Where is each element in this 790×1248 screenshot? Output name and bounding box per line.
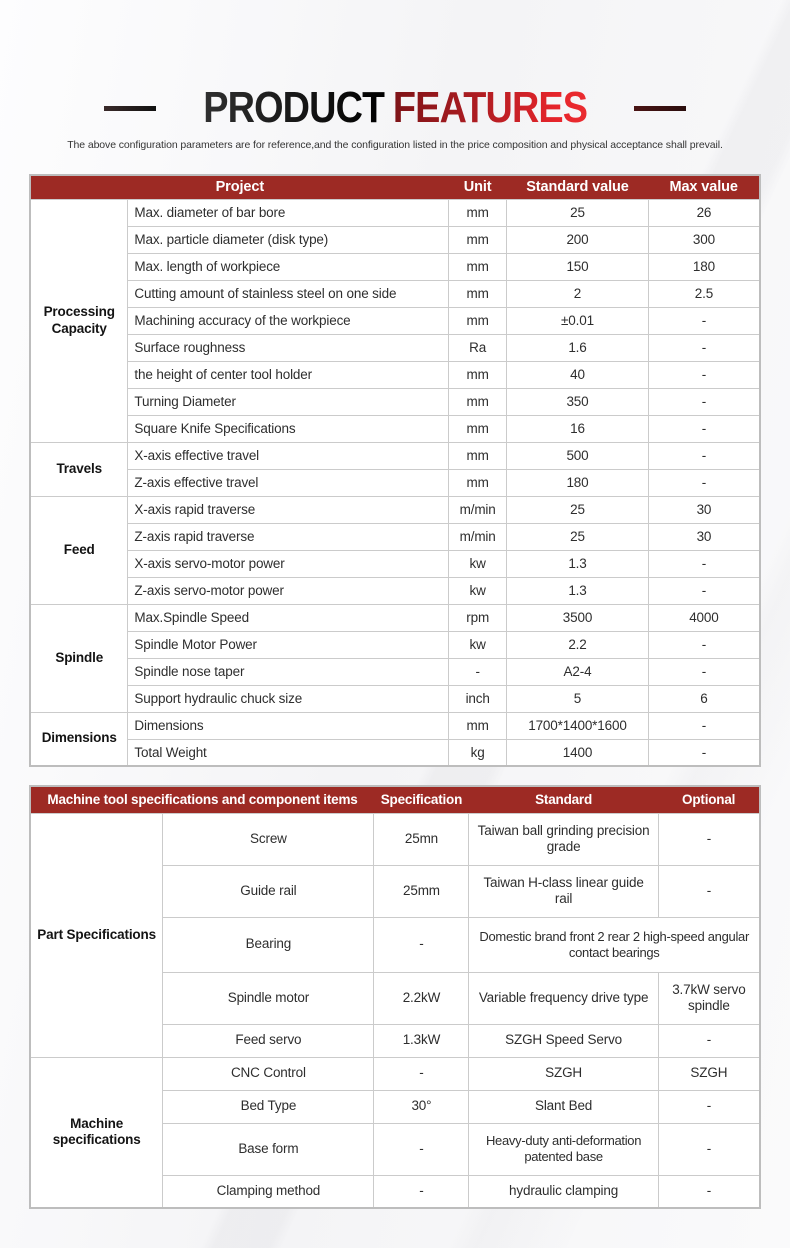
table-row bbox=[30, 496, 760, 523]
row-item: Base form bbox=[163, 1123, 374, 1175]
row-spec: - bbox=[374, 1123, 469, 1175]
comp-header-spec: Specification bbox=[374, 786, 469, 813]
row-unit: mm bbox=[449, 388, 507, 415]
table-row bbox=[30, 469, 760, 496]
row-unit: mm bbox=[449, 253, 507, 280]
row-unit: mm bbox=[449, 199, 507, 226]
row-max: - bbox=[648, 334, 760, 361]
row-spec: 1.3kW bbox=[374, 1024, 469, 1057]
row-optional: - bbox=[658, 813, 760, 865]
row-optional: - bbox=[658, 1123, 760, 1175]
table-row bbox=[30, 226, 760, 253]
row-max: - bbox=[648, 361, 760, 388]
row-unit: inch bbox=[449, 685, 507, 712]
row-standard: Slant Bed bbox=[469, 1090, 658, 1123]
row-standard: 1.3 bbox=[507, 577, 649, 604]
comp-header-standard: Standard bbox=[469, 786, 658, 813]
row-group-dimensions: Dimensions bbox=[30, 712, 128, 766]
page-title-text bbox=[203, 83, 587, 132]
row-unit: mm bbox=[449, 361, 507, 388]
row-label: Z-axis rapid traverse bbox=[128, 523, 449, 550]
row-standard: 1.3 bbox=[507, 550, 649, 577]
row-label: Z-axis servo-motor power bbox=[128, 577, 449, 604]
row-standard: 25 bbox=[507, 496, 649, 523]
row-standard: 3500 bbox=[507, 604, 649, 631]
row-unit: mm bbox=[449, 469, 507, 496]
row-label: Cutting amount of stainless steel on one side bbox=[128, 280, 449, 307]
table-row bbox=[30, 631, 760, 658]
row-max: - bbox=[648, 577, 760, 604]
row-max: 300 bbox=[648, 226, 760, 253]
row-standard: 5 bbox=[507, 685, 649, 712]
row-standard: 500 bbox=[507, 442, 649, 469]
spec-header-unit: Unit bbox=[449, 175, 507, 199]
row-max: - bbox=[648, 631, 760, 658]
title-word-features: FEATURES bbox=[392, 83, 587, 132]
row-label: Turning Diameter bbox=[128, 388, 449, 415]
spec-header-standard: Standard value bbox=[507, 175, 649, 199]
row-unit: m/min bbox=[449, 523, 507, 550]
row-label: Dimensions bbox=[128, 712, 449, 739]
row-max: 30 bbox=[648, 496, 760, 523]
comp-header-item: Machine tool specifications and component items bbox=[30, 786, 374, 813]
row-standard: Domestic brand front 2 rear 2 high-speed angular contact bearings bbox=[469, 917, 760, 972]
table-row bbox=[30, 739, 760, 766]
row-optional: 3.7kW servo spindle bbox=[658, 972, 760, 1024]
spec-header-project: Project bbox=[30, 175, 449, 199]
row-optional: - bbox=[658, 865, 760, 917]
row-label: Square Knife Specifications bbox=[128, 415, 449, 442]
row-label: Max. particle diameter (disk type) bbox=[128, 226, 449, 253]
table-row bbox=[30, 550, 760, 577]
row-max: 30 bbox=[648, 523, 760, 550]
row-standard: Heavy-duty anti-deformation patented base bbox=[469, 1123, 658, 1175]
row-label: Spindle Motor Power bbox=[128, 631, 449, 658]
row-unit: kw bbox=[449, 577, 507, 604]
table-row bbox=[30, 1057, 760, 1090]
table-row bbox=[30, 523, 760, 550]
row-unit: mm bbox=[449, 442, 507, 469]
row-label: Support hydraulic chuck size bbox=[128, 685, 449, 712]
table-row bbox=[30, 577, 760, 604]
table-row bbox=[30, 442, 760, 469]
row-standard: 350 bbox=[507, 388, 649, 415]
row-max: - bbox=[648, 388, 760, 415]
row-standard: A2-4 bbox=[507, 658, 649, 685]
row-unit: mm bbox=[449, 415, 507, 442]
row-standard: 40 bbox=[507, 361, 649, 388]
row-standard: SZGH bbox=[469, 1057, 658, 1090]
row-spec: - bbox=[374, 1175, 469, 1208]
comp-header-optional: Optional bbox=[658, 786, 760, 813]
row-optional: - bbox=[658, 1024, 760, 1057]
row-standard: SZGH Speed Servo bbox=[469, 1024, 658, 1057]
row-group-spindle: Spindle bbox=[30, 604, 128, 712]
table-row bbox=[30, 712, 760, 739]
table-row bbox=[30, 280, 760, 307]
row-max: 2.5 bbox=[648, 280, 760, 307]
row-label: X-axis effective travel bbox=[128, 442, 449, 469]
row-unit: kg bbox=[449, 739, 507, 766]
row-standard: Variable frequency drive type bbox=[469, 972, 658, 1024]
row-optional: SZGH bbox=[658, 1057, 760, 1090]
row-label: X-axis servo-motor power bbox=[128, 550, 449, 577]
row-optional: - bbox=[658, 1090, 760, 1123]
table-row bbox=[30, 658, 760, 685]
row-standard: Taiwan H-class linear guide rail bbox=[469, 865, 658, 917]
row-unit: mm bbox=[449, 226, 507, 253]
row-max: 6 bbox=[648, 685, 760, 712]
row-standard: 2.2 bbox=[507, 631, 649, 658]
row-label: Max. diameter of bar bore bbox=[128, 199, 449, 226]
row-standard: hydraulic clamping bbox=[469, 1175, 658, 1208]
row-unit: mm bbox=[449, 712, 507, 739]
row-standard: 2 bbox=[507, 280, 649, 307]
table-row bbox=[30, 253, 760, 280]
row-max: 26 bbox=[648, 199, 760, 226]
row-group-feed: Feed bbox=[30, 496, 128, 604]
row-standard: 16 bbox=[507, 415, 649, 442]
row-spec: 2.2kW bbox=[374, 972, 469, 1024]
spec-table bbox=[29, 174, 761, 767]
row-item: CNC Control bbox=[163, 1057, 374, 1090]
row-max: - bbox=[648, 469, 760, 496]
row-max: 180 bbox=[648, 253, 760, 280]
row-optional: - bbox=[658, 1175, 760, 1208]
row-standard: Taiwan ball grinding precision grade bbox=[469, 813, 658, 865]
row-label: Total Weight bbox=[128, 739, 449, 766]
row-unit: mm bbox=[449, 280, 507, 307]
row-standard: 1700*1400*1600 bbox=[507, 712, 649, 739]
row-spec: 30° bbox=[374, 1090, 469, 1123]
row-max: - bbox=[648, 658, 760, 685]
row-standard: 200 bbox=[507, 226, 649, 253]
title-right-dash bbox=[634, 106, 686, 111]
row-standard: 25 bbox=[507, 523, 649, 550]
row-standard: 180 bbox=[507, 469, 649, 496]
row-item: Feed servo bbox=[163, 1024, 374, 1057]
row-max: - bbox=[648, 712, 760, 739]
row-item: Screw bbox=[163, 813, 374, 865]
row-label: Spindle nose taper bbox=[128, 658, 449, 685]
row-max: - bbox=[648, 550, 760, 577]
row-group-processing-capacity: Processing Capacity bbox=[30, 199, 128, 442]
row-item: Bed Type bbox=[163, 1090, 374, 1123]
row-label: Machining accuracy of the workpiece bbox=[128, 307, 449, 334]
row-group-machine-specifications: Machine specifications bbox=[30, 1057, 163, 1208]
table-row bbox=[30, 388, 760, 415]
row-group-travels: Travels bbox=[30, 442, 128, 496]
row-standard: 150 bbox=[507, 253, 649, 280]
table-row bbox=[30, 685, 760, 712]
row-spec: - bbox=[374, 917, 469, 972]
row-unit: kw bbox=[449, 550, 507, 577]
row-item: Bearing bbox=[163, 917, 374, 972]
spec-table-header-row bbox=[30, 175, 760, 199]
row-unit: m/min bbox=[449, 496, 507, 523]
row-spec: 25mm bbox=[374, 865, 469, 917]
component-table bbox=[29, 785, 761, 1209]
row-label: Max.Spindle Speed bbox=[128, 604, 449, 631]
row-standard: 1.6 bbox=[507, 334, 649, 361]
row-item: Clamping method bbox=[163, 1175, 374, 1208]
row-label: Surface roughness bbox=[128, 334, 449, 361]
spec-header-max: Max value bbox=[648, 175, 760, 199]
row-unit: mm bbox=[449, 307, 507, 334]
row-label: the height of center tool holder bbox=[128, 361, 449, 388]
row-label: Max. length of workpiece bbox=[128, 253, 449, 280]
row-standard: ±0.01 bbox=[507, 307, 649, 334]
row-label: Z-axis effective travel bbox=[128, 469, 449, 496]
disclaimer-text: The above configuration parameters are for reference,and the configuration listed in the price composition and physical acceptance shall prevail. bbox=[67, 139, 723, 151]
row-item: Guide rail bbox=[163, 865, 374, 917]
page-title bbox=[0, 0, 790, 130]
table-row bbox=[30, 604, 760, 631]
row-spec: - bbox=[374, 1057, 469, 1090]
row-max: - bbox=[648, 442, 760, 469]
table-row bbox=[30, 334, 760, 361]
row-group-part-specifications: Part Specifications bbox=[30, 813, 163, 1057]
row-max: - bbox=[648, 307, 760, 334]
row-item: Spindle motor bbox=[163, 972, 374, 1024]
table-row bbox=[30, 361, 760, 388]
table-row bbox=[30, 415, 760, 442]
table-row bbox=[30, 307, 760, 334]
component-table-header-row bbox=[30, 786, 760, 813]
row-max: 4000 bbox=[648, 604, 760, 631]
row-unit: rpm bbox=[449, 604, 507, 631]
row-unit: - bbox=[449, 658, 507, 685]
row-unit: kw bbox=[449, 631, 507, 658]
title-left-dash bbox=[104, 106, 156, 111]
row-spec: 25mn bbox=[374, 813, 469, 865]
row-label: X-axis rapid traverse bbox=[128, 496, 449, 523]
row-standard: 1400 bbox=[507, 739, 649, 766]
row-unit: Ra bbox=[449, 334, 507, 361]
table-row bbox=[30, 813, 760, 865]
row-max: - bbox=[648, 739, 760, 766]
row-standard: 25 bbox=[507, 199, 649, 226]
table-row bbox=[30, 199, 760, 226]
row-max: - bbox=[648, 415, 760, 442]
title-word-product: PRODUCT bbox=[203, 83, 385, 132]
